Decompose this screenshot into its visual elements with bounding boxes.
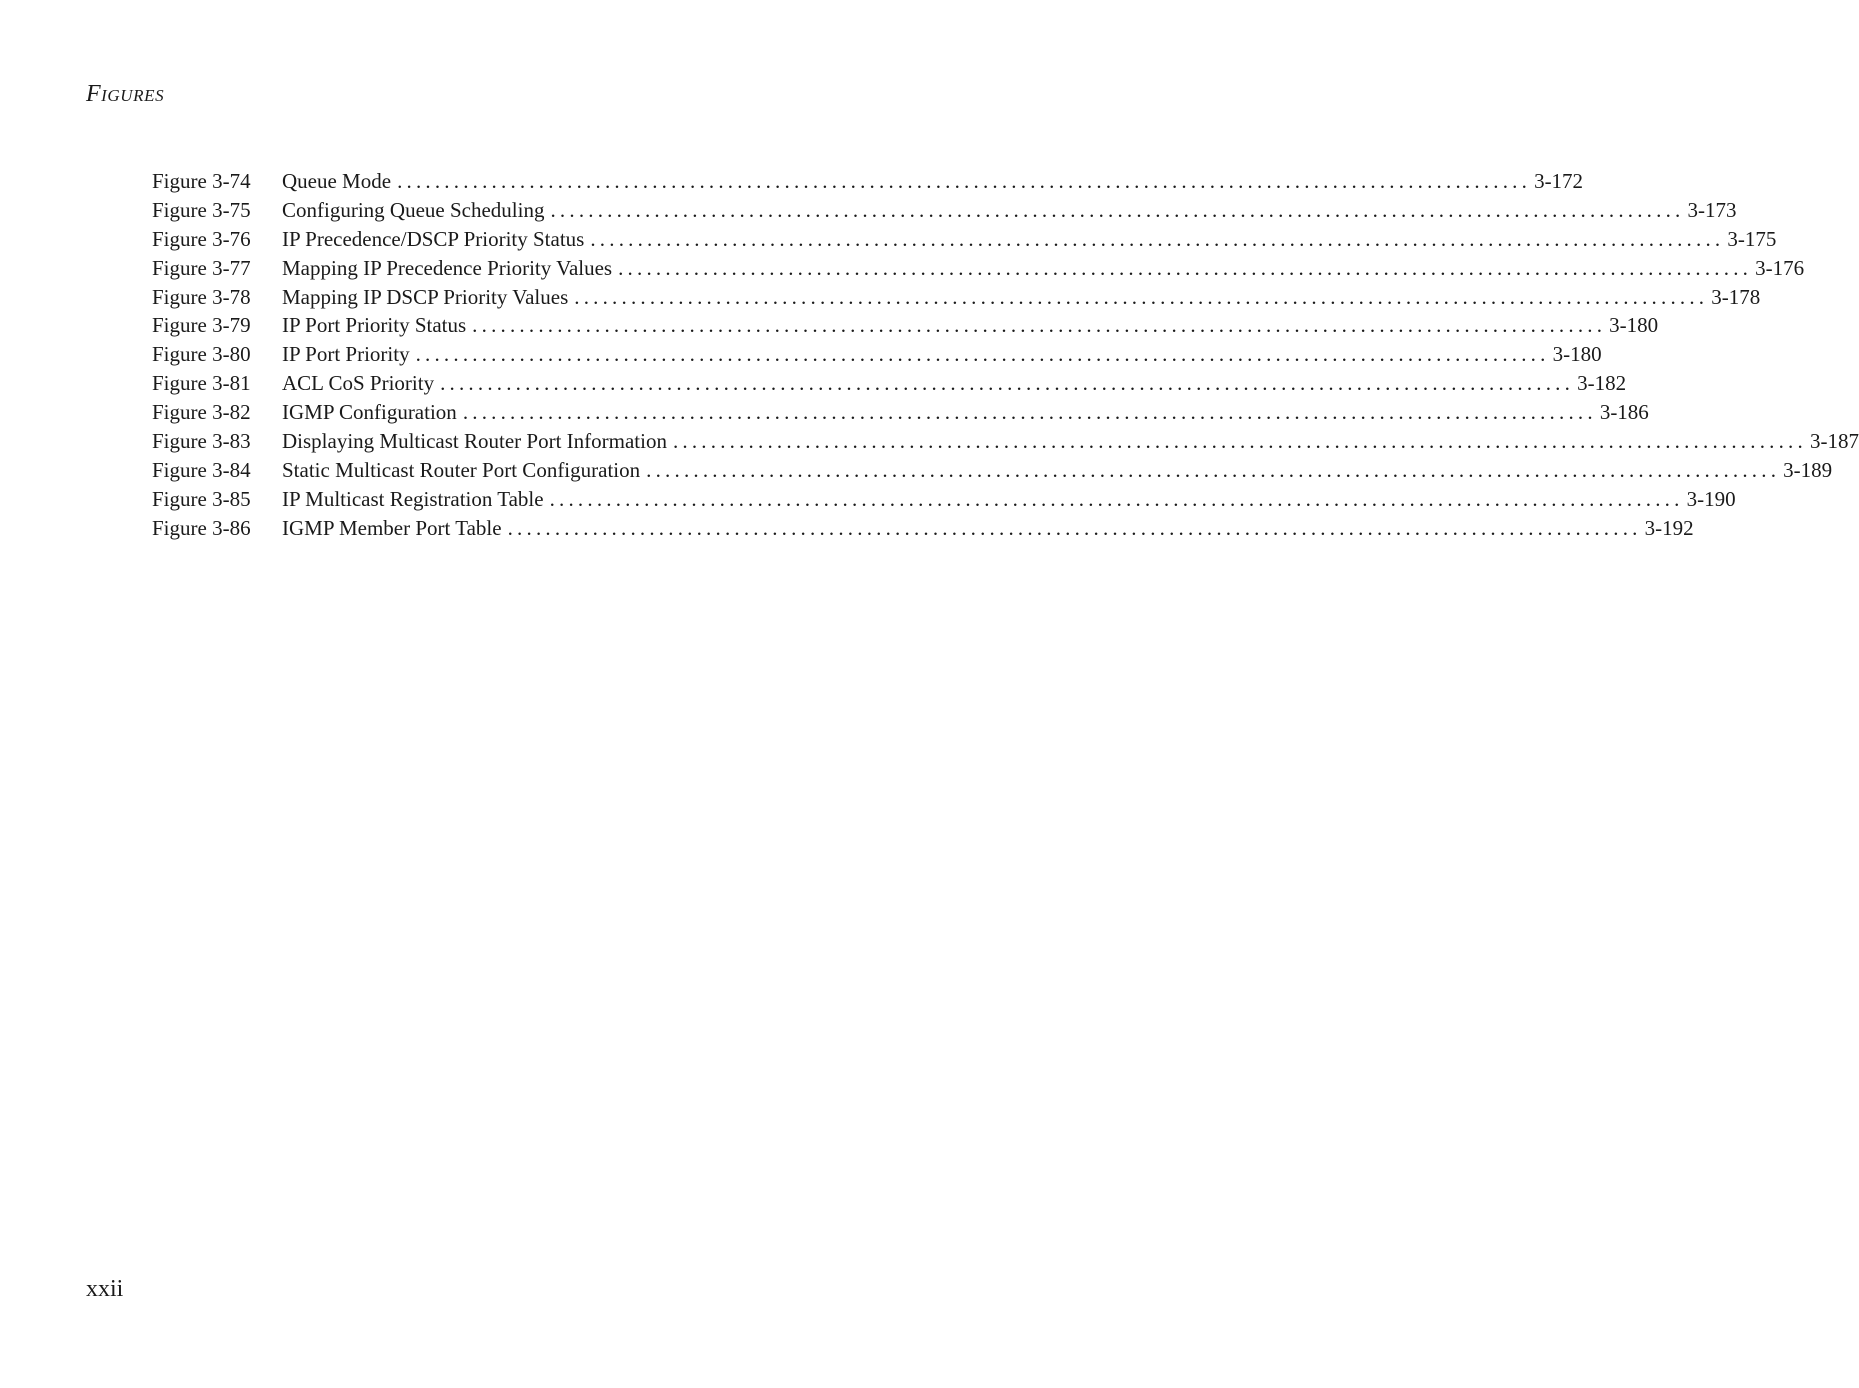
figure-title: ACL CoS Priority [282, 371, 435, 396]
page-reference: 3-186 [1599, 400, 1649, 425]
figure-number: Figure 3-84 [152, 457, 251, 482]
figure-number: Figure 3-75 [152, 197, 251, 222]
dot-leader: ........................................................................................................................ [672, 429, 1807, 454]
running-head-initial: F [86, 81, 102, 107]
list-item[interactable] [152, 225, 1777, 254]
page-reference: 3-173 [1687, 197, 1737, 222]
figure-number: Figure 3-81 [152, 371, 251, 396]
figure-number: Figure 3-77 [152, 255, 251, 280]
dot-leader: ........................................................................................................................ [440, 371, 1575, 396]
figure-number: Figure 3-86 [152, 515, 251, 540]
page-reference: 3-180 [1552, 342, 1602, 367]
list-item[interactable] [152, 196, 1737, 225]
figure-title: Displaying Multicast Router Port Information [282, 429, 667, 454]
page-number: xxii [86, 1276, 124, 1302]
dot-leader: ........................................................................................................................ [646, 457, 1781, 482]
figure-title: IP Multicast Registration Table [282, 486, 544, 511]
dot-leader: ........................................................................................................................ [549, 486, 1684, 511]
figure-title: IP Port Priority Status [282, 313, 467, 338]
dot-leader: ........................................................................................................................ [618, 255, 1753, 280]
list-item[interactable] [152, 283, 1761, 312]
page-reference: 3-187 [1809, 429, 1859, 454]
dot-leader: ........................................................................................................................ [415, 342, 1550, 367]
page-reference: 3-175 [1727, 226, 1777, 251]
dot-leader: ........................................................................................................................ [590, 226, 1725, 251]
figure-title: Mapping IP Precedence Priority Values [282, 255, 613, 280]
figure-number: Figure 3-82 [152, 400, 251, 425]
list-item[interactable] [152, 456, 1833, 485]
page-reference: 3-182 [1577, 371, 1627, 396]
figure-number: Figure 3-83 [152, 429, 251, 454]
list-item[interactable] [152, 167, 1584, 196]
list-item[interactable] [152, 514, 1694, 543]
dot-leader: ........................................................................................................................ [550, 197, 1685, 222]
running-head-rest: IGURES [101, 86, 165, 105]
list-item[interactable] [152, 427, 1859, 456]
dot-leader: ........................................................................................................................ [507, 515, 1642, 540]
page-reference: 3-172 [1534, 169, 1584, 193]
figure-title: IGMP Configuration [282, 400, 457, 425]
figure-title: Mapping IP DSCP Priority Values [282, 284, 569, 309]
dot-leader: ........................................................................................................................ [397, 169, 1532, 193]
figure-title: IP Precedence/DSCP Priority Status [282, 226, 585, 251]
page-reference: 3-190 [1686, 486, 1736, 511]
figure-title: IGMP Member Port Table [282, 515, 502, 540]
running-head [86, 80, 164, 110]
list-item[interactable] [152, 369, 1627, 398]
figure-number: Figure 3-80 [152, 342, 251, 367]
figure-number: Figure 3-76 [152, 226, 251, 251]
page-reference: 3-178 [1711, 284, 1761, 309]
figure-number: Figure 3-79 [152, 313, 251, 338]
figure-title: Queue Mode [282, 169, 392, 193]
list-item[interactable] [152, 398, 1649, 427]
list-item[interactable] [152, 485, 1736, 514]
dot-leader: ........................................................................................................................ [472, 313, 1607, 338]
figure-number: Figure 3-78 [152, 284, 251, 309]
figure-title: Configuring Queue Scheduling [282, 197, 545, 222]
page-reference: 3-176 [1755, 255, 1805, 280]
page-reference: 3-180 [1609, 313, 1659, 338]
page-reference: 3-192 [1644, 515, 1694, 540]
figure-title: Static Multicast Router Port Configuration [282, 457, 641, 482]
list-item[interactable] [152, 254, 1805, 283]
figure-number: Figure 3-74 [152, 169, 251, 193]
list-of-figures [152, 167, 1859, 543]
dot-leader: ........................................................................................................................ [462, 400, 1597, 425]
list-item[interactable] [152, 340, 1602, 369]
page-reference: 3-189 [1783, 457, 1833, 482]
figure-number: Figure 3-85 [152, 486, 251, 511]
list-item[interactable] [152, 311, 1659, 340]
figure-title: IP Port Priority [282, 342, 410, 367]
dot-leader: ........................................................................................................................ [574, 284, 1709, 309]
